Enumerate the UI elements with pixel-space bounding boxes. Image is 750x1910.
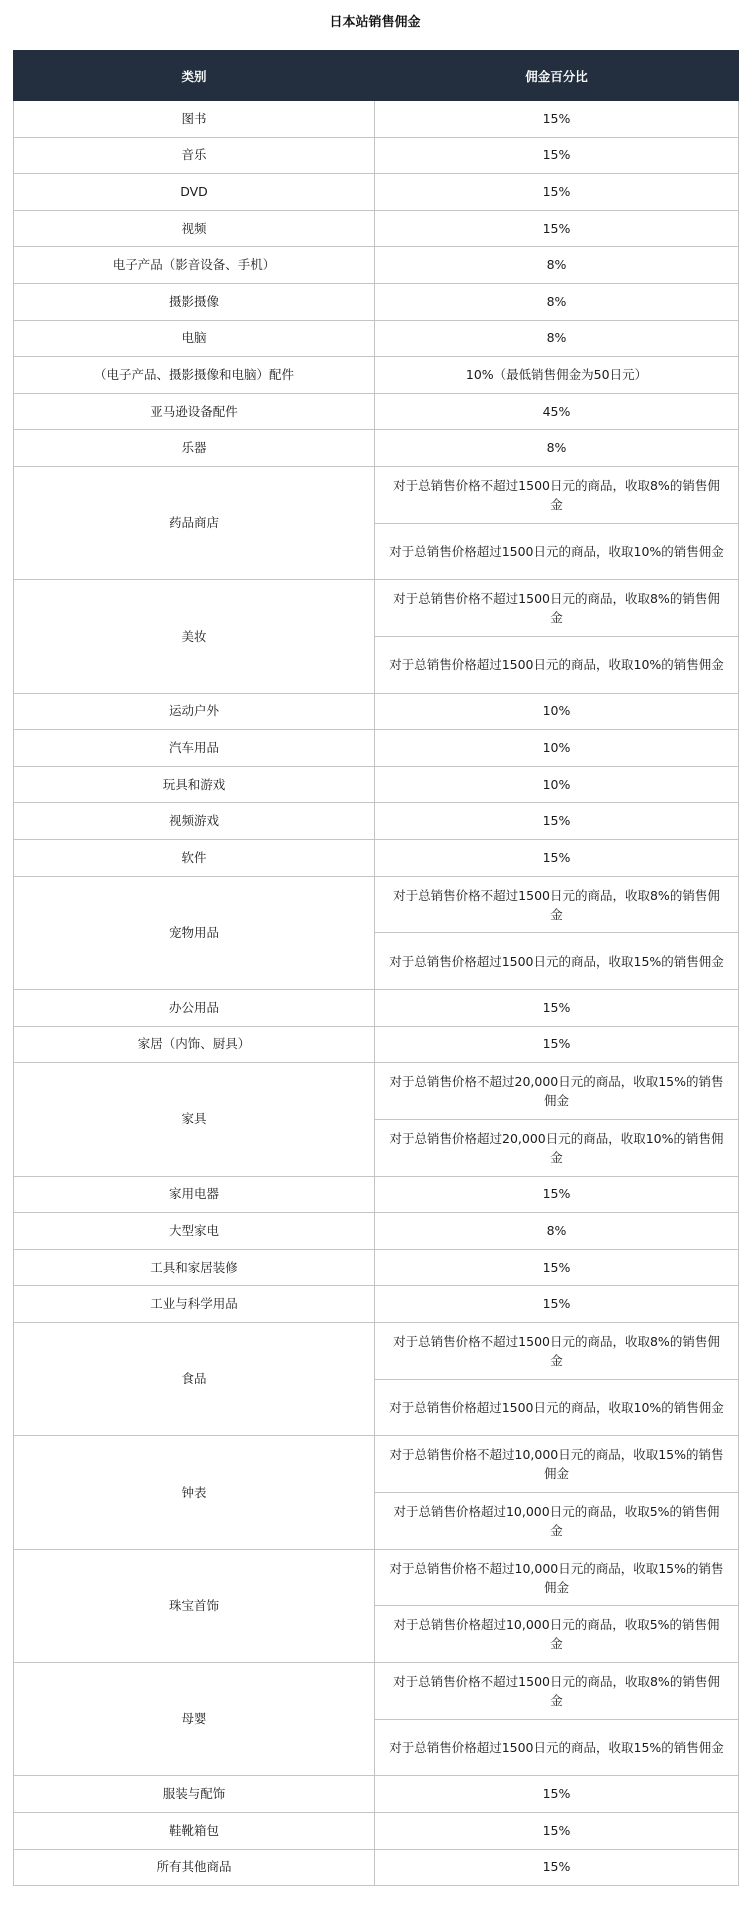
table-row: [14, 357, 739, 394]
table-row: [14, 1776, 739, 1813]
rate-cell: 对于总销售价格超过1500日元的商品，收取10%的销售佣金: [375, 1379, 739, 1436]
category-cell: 摄影摄像: [14, 283, 375, 320]
rate-cell: 对于总销售价格不超过1500日元的商品，收取8%的销售佣金: [375, 1663, 739, 1720]
rate-cell: 对于总销售价格不超过1500日元的商品，收取8%的销售佣金: [375, 466, 739, 523]
table-row: [14, 1213, 739, 1250]
rate-cell: 对于总销售价格不超过1500日元的商品，收取8%的销售佣金: [375, 580, 739, 637]
table-row: [14, 1063, 739, 1120]
table-row: [14, 1176, 739, 1213]
rate-cell: 对于总销售价格超过10,000日元的商品，收取5%的销售佣金: [375, 1606, 739, 1663]
rate-cell: 8%: [375, 430, 739, 467]
rate-cell: 8%: [375, 320, 739, 357]
rate-cell: 对于总销售价格不超过1500日元的商品，收取8%的销售佣金: [375, 1322, 739, 1379]
rate-cell: 10%: [375, 766, 739, 803]
rate-cell: 15%: [375, 840, 739, 877]
table-row: [14, 1813, 739, 1850]
rate-cell: 45%: [375, 393, 739, 430]
table-row: [14, 137, 739, 174]
rate-cell: 15%: [375, 1776, 739, 1813]
category-cell: 食品: [14, 1322, 375, 1435]
category-cell: 办公用品: [14, 990, 375, 1027]
rate-cell: 8%: [375, 247, 739, 284]
table-row: [14, 174, 739, 211]
table-row: [14, 730, 739, 767]
rate-cell: 对于总销售价格超过1500日元的商品，收取10%的销售佣金: [375, 637, 739, 694]
category-cell: 药品商店: [14, 466, 375, 579]
table-row: [14, 580, 739, 637]
category-cell: 视频游戏: [14, 803, 375, 840]
rate-cell: 对于总销售价格超过1500日元的商品，收取10%的销售佣金: [375, 523, 739, 580]
rate-cell: 对于总销售价格超过1500日元的商品，收取15%的销售佣金: [375, 1719, 739, 1776]
rate-cell: 15%: [375, 1813, 739, 1850]
rate-cell: 对于总销售价格超过20,000日元的商品，收取10%的销售佣金: [375, 1119, 739, 1176]
table-row: [14, 1286, 739, 1323]
table-row: [14, 693, 739, 730]
table-row: [14, 1026, 739, 1063]
table-row: [14, 1249, 739, 1286]
rate-cell: 10%: [375, 730, 739, 767]
category-cell: （电子产品、摄影摄像和电脑）配件: [14, 357, 375, 394]
table-row: [14, 466, 739, 523]
category-cell: 图书: [14, 101, 375, 138]
category-cell: 工具和家居装修: [14, 1249, 375, 1286]
table-row: [14, 876, 739, 933]
category-cell: 珠宝首饰: [14, 1549, 375, 1662]
rate-cell: 15%: [375, 101, 739, 138]
category-cell: 所有其他商品: [14, 1849, 375, 1886]
category-cell: 运动户外: [14, 693, 375, 730]
category-cell: 钟表: [14, 1436, 375, 1549]
rate-cell: 对于总销售价格不超过20,000日元的商品，收取15%的销售佣金: [375, 1063, 739, 1120]
table-row: [14, 393, 739, 430]
category-cell: 宠物用品: [14, 876, 375, 989]
table-row: [14, 1322, 739, 1379]
table-row: [14, 1436, 739, 1493]
category-cell: 电脑: [14, 320, 375, 357]
rate-cell: 8%: [375, 283, 739, 320]
table-row: [14, 1849, 739, 1886]
category-cell: 电子产品（影音设备、手机）: [14, 247, 375, 284]
category-cell: 软件: [14, 840, 375, 877]
category-cell: 家用电器: [14, 1176, 375, 1213]
category-cell: 音乐: [14, 137, 375, 174]
table-row: [14, 430, 739, 467]
rate-cell: 15%: [375, 1286, 739, 1323]
table-row: [14, 247, 739, 284]
rate-cell: 对于总销售价格超过1500日元的商品，收取15%的销售佣金: [375, 933, 739, 990]
category-cell: 母婴: [14, 1663, 375, 1776]
table-row: [14, 803, 739, 840]
rate-cell: 对于总销售价格不超过10,000日元的商品，收取15%的销售佣金: [375, 1436, 739, 1493]
category-cell: 家居（内饰、厨具）: [14, 1026, 375, 1063]
category-cell: 家具: [14, 1063, 375, 1176]
category-cell: 工业与科学用品: [14, 1286, 375, 1323]
table-row: [14, 210, 739, 247]
rate-cell: 15%: [375, 210, 739, 247]
table-row: [14, 320, 739, 357]
commission-table: [13, 50, 739, 1886]
rate-cell: 15%: [375, 1176, 739, 1213]
table-row: [14, 990, 739, 1027]
rate-cell: 15%: [375, 990, 739, 1027]
rate-cell: 8%: [375, 1213, 739, 1250]
category-cell: DVD: [14, 174, 375, 211]
column-header-rate: 佣金百分比: [375, 51, 739, 101]
category-cell: 大型家电: [14, 1213, 375, 1250]
rate-cell: 对于总销售价格不超过10,000日元的商品，收取15%的销售佣金: [375, 1549, 739, 1606]
table-row: [14, 840, 739, 877]
table-row: [14, 1663, 739, 1720]
category-cell: 汽车用品: [14, 730, 375, 767]
rate-cell: 15%: [375, 803, 739, 840]
rate-cell: 15%: [375, 1849, 739, 1886]
category-cell: 亚马逊设备配件: [14, 393, 375, 430]
table-row: [14, 766, 739, 803]
page-title: 日本站销售佣金: [329, 15, 421, 30]
table-row: [14, 283, 739, 320]
category-cell: 玩具和游戏: [14, 766, 375, 803]
category-cell: 服装与配饰: [14, 1776, 375, 1813]
category-cell: 鞋靴箱包: [14, 1813, 375, 1850]
rate-cell: 15%: [375, 174, 739, 211]
column-header-category: 类别: [14, 51, 375, 101]
rate-cell: 15%: [375, 1249, 739, 1286]
rate-cell: 15%: [375, 1026, 739, 1063]
table-header-row: [14, 51, 739, 101]
rate-cell: 10%（最低销售佣金为50日元）: [375, 357, 739, 394]
table-body: [14, 101, 739, 1886]
table-row: [14, 101, 739, 138]
rate-cell: 对于总销售价格不超过1500日元的商品，收取8%的销售佣金: [375, 876, 739, 933]
category-cell: 美妆: [14, 580, 375, 693]
category-cell: 视频: [14, 210, 375, 247]
table-row: [14, 1549, 739, 1606]
rate-cell: 对于总销售价格超过10,000日元的商品，收取5%的销售佣金: [375, 1493, 739, 1550]
rate-cell: 10%: [375, 693, 739, 730]
category-cell: 乐器: [14, 430, 375, 467]
rate-cell: 15%: [375, 137, 739, 174]
